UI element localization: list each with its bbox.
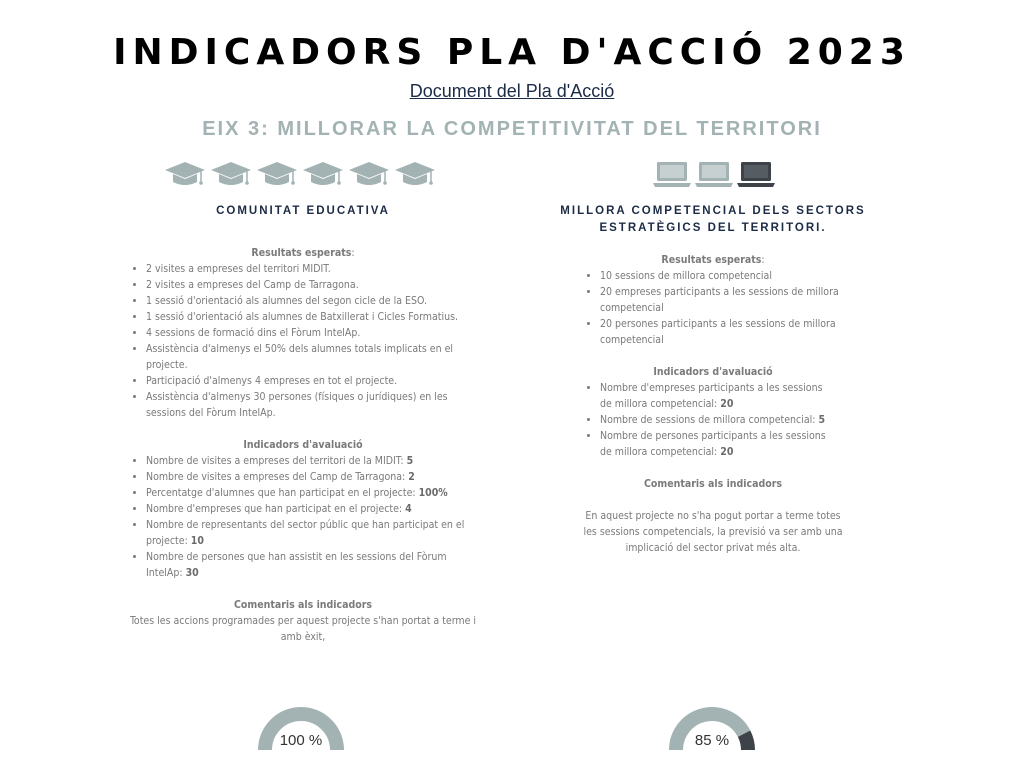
laptop-icon: [737, 160, 775, 188]
right-gauge: [668, 706, 756, 752]
left-result-item: • 2 visites a empreses del Camp de Tarragona.: [146, 277, 478, 293]
laptops-row: [653, 160, 775, 188]
left-indicator-item: [146, 549, 478, 581]
right-indicator-text: Nombre de sessions de millora competencial:: [600, 414, 819, 426]
left-indicator-item: [146, 485, 478, 501]
left-gauge: [257, 706, 345, 752]
right-result-item: • 20 persones participants a les sessions de millora competencial: [600, 316, 845, 348]
left-column: [128, 203, 478, 645]
left-results-label: Resultats esperats: [251, 247, 352, 259]
right-comments-text: En aquest projecte no s'ha pogut portar a terme totes les sessions competencials, la previsió va ser amb una implicació del sector privat més alta.: [583, 510, 843, 554]
graduation-cap-icon: [395, 160, 435, 188]
left-comments-text: Totes les accions programades per aquest projecte s'han portat a terme i amb èxit,: [129, 615, 477, 643]
page-title: INDICADORS PLA D'ACCIÓ 2023: [113, 32, 911, 73]
laptop-icon: [653, 160, 691, 188]
left-result-item: • Assistència d'almenys 30 persones (físiques o jurídiques) en les sessions del Fòrum IntelAp.: [146, 389, 478, 421]
right-indicator-value: 5: [818, 414, 826, 426]
left-indicator-text: Nombre de visites a empreses del Camp de Tarragona:: [146, 471, 409, 483]
left-gauge-label: 100 %: [279, 732, 323, 749]
left-result-item: • 1 sessió d'orientació als alumnes de Batxillerat i Cicles Formatius.: [146, 309, 478, 325]
right-comments-heading: Comentaris als indicadors: [643, 478, 783, 490]
graduation-caps-row: [165, 160, 435, 188]
left-results-colon: :: [351, 247, 355, 259]
right-indicator-value: 20: [720, 446, 734, 458]
left-indicator-text: Percentatge d'alumnes que han participat en el projecte:: [146, 487, 419, 499]
left-indicator-text: Nombre de persones que han assistit en les sessions del Fòrum IntelAp:: [146, 551, 447, 579]
left-indicator-value: 30: [185, 567, 199, 579]
left-indicator-text: Nombre de representants del sector públic que han participat en el projecte:: [146, 519, 465, 547]
right-indicators-heading: Indicadors d'avaluació: [653, 366, 773, 378]
left-indicators-list: [128, 453, 478, 581]
graduation-cap-icon: [211, 160, 251, 188]
left-indicator-item: [146, 517, 478, 549]
right-indicators-list: [560, 380, 830, 460]
left-results-heading: [128, 245, 478, 261]
right-results-heading: [560, 252, 866, 268]
left-indicator-item: [146, 469, 478, 485]
right-indicator-item: [600, 428, 830, 460]
right-indicator-text: Nombre de persones participants a les sessions de millora competencial:: [600, 430, 826, 458]
graduation-cap-icon: [165, 160, 205, 188]
laptop-icon: [695, 160, 733, 188]
right-indicator-item: [600, 412, 830, 428]
right-indicator-item: [600, 380, 830, 412]
graduation-cap-icon: [257, 160, 297, 188]
left-indicator-text: Nombre d'empreses que han participat en el projecte:: [146, 503, 406, 515]
left-indicators-heading: Indicadors d'avaluació: [243, 439, 363, 451]
left-result-item: • Assistència d'almenys el 50% dels alumnes totals implicats en el projecte.: [146, 341, 478, 373]
document-link-text[interactable]: Document del Pla d'Acció: [409, 81, 615, 101]
left-indicator-value: 10: [190, 535, 204, 547]
left-indicator-text: Nombre de visites a empreses del territori de la MIDIT:: [146, 455, 407, 467]
right-gauge-label: 85 %: [694, 732, 730, 749]
right-column-title: MILLORA COMPETENCIAL DELS SECTORS ESTRATÈGICS DEL TERRITORI.: [560, 205, 866, 234]
graduation-cap-icon: [303, 160, 343, 188]
left-indicator-item: [146, 501, 478, 517]
right-results-colon: :: [761, 254, 765, 266]
document-link[interactable]: [0, 81, 1024, 102]
right-result-item: • 10 sessions de millora competencial: [600, 268, 845, 284]
left-indicator-value: 5: [406, 455, 414, 467]
left-results-list: [128, 261, 478, 421]
left-result-item: • Participació d'almenys 4 empreses en tot el projecte.: [146, 373, 478, 389]
left-indicator-value: 4: [405, 503, 412, 515]
left-comments-heading: Comentaris als indicadors: [233, 599, 373, 611]
left-column-title: COMUNITAT EDUCATIVA: [216, 205, 390, 217]
right-results-list: [560, 268, 845, 348]
right-indicator-value: 20: [720, 398, 734, 410]
right-indicator-text: Nombre d'empreses participants a les sessions de millora competencial:: [600, 382, 823, 410]
left-indicator-item: [146, 453, 478, 469]
right-column: [560, 203, 866, 556]
graduation-cap-icon: [349, 160, 389, 188]
right-result-item: • 20 empreses participants a les sessions de millora competencial: [600, 284, 845, 316]
right-results-label: Resultats esperats: [661, 254, 762, 266]
left-indicator-value: 2: [408, 471, 415, 483]
left-result-item: • 2 visites a empreses del territori MIDIT.: [146, 261, 478, 277]
left-indicator-value: 100%: [418, 487, 448, 499]
left-result-item: • 1 sessió d'orientació als alumnes del segon cicle de la ESO.: [146, 293, 478, 309]
left-result-item: • 4 sessions de formació dins el Fòrum IntelAp.: [146, 325, 478, 341]
axis-title: EIX 3: MILLORAR LA COMPETITIVITAT DEL TERRITORI: [202, 118, 822, 140]
